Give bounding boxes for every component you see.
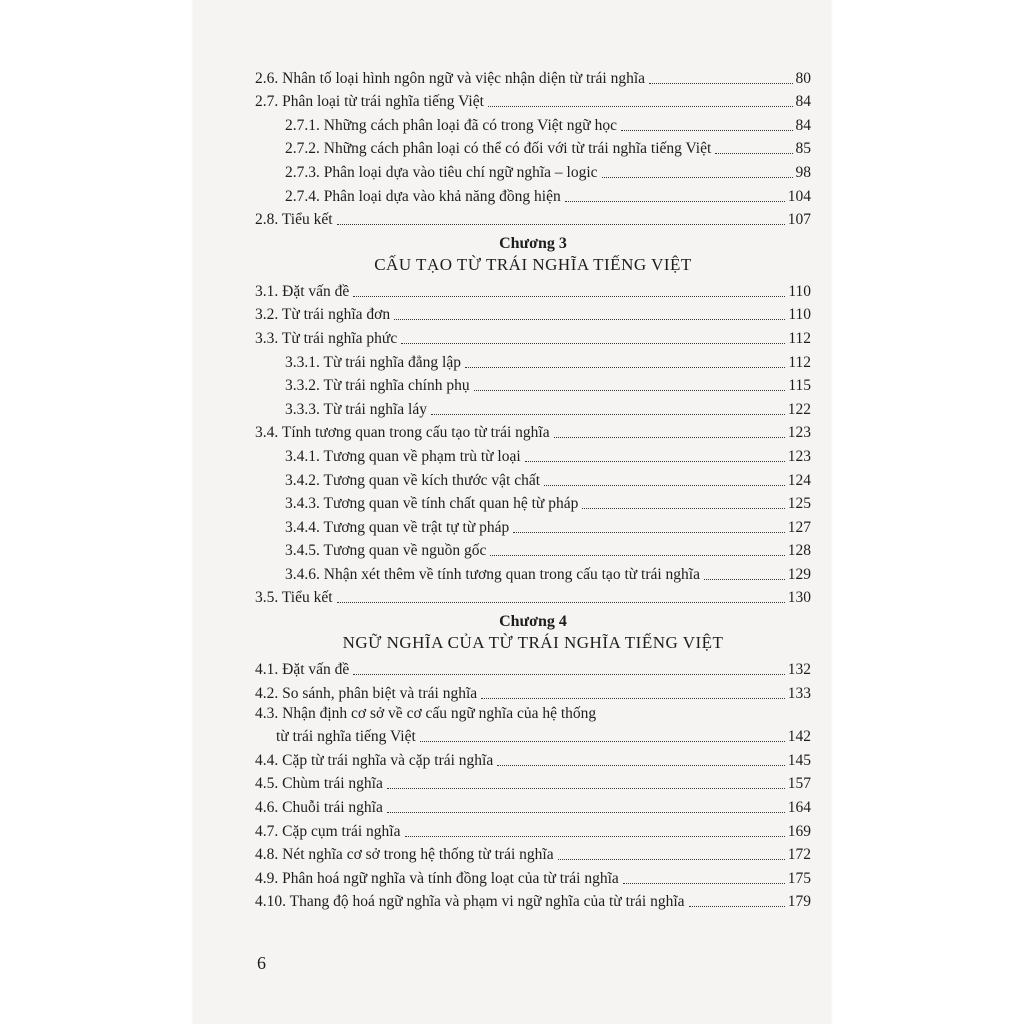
toc-entry-title: 3.4.2. Tương quan về kích thước vật chất xyxy=(285,471,541,489)
toc-dot-leader xyxy=(337,602,785,603)
toc-entry-title: 4.2. So sánh, phân biệt và trái nghĩa xyxy=(255,684,478,702)
toc-dot-leader xyxy=(353,296,785,297)
toc-entry xyxy=(255,864,811,888)
toc-entry xyxy=(255,490,811,514)
toc-dot-leader xyxy=(353,674,784,675)
toc-dot-leader xyxy=(431,414,785,415)
toc-entry xyxy=(255,560,811,584)
toc-entry-title: 4.4. Cặp từ trái nghĩa và cặp trái nghĩa xyxy=(255,751,494,769)
toc-dot-leader xyxy=(474,390,786,391)
toc-entry-page: 179 xyxy=(787,893,811,911)
toc-dot-leader xyxy=(525,461,785,462)
toc-entry-page: 123 xyxy=(787,447,811,465)
toc-entry xyxy=(255,584,811,608)
toc-entry xyxy=(255,723,811,747)
toc-dot-leader xyxy=(497,765,785,766)
toc-entry-page: 172 xyxy=(787,846,811,864)
toc-entry xyxy=(255,466,811,490)
toc-entry-page: 125 xyxy=(787,495,811,513)
toc-entry xyxy=(255,888,811,912)
toc-entry-page: 110 xyxy=(788,282,811,300)
toc-entry-page: 123 xyxy=(787,424,811,442)
toc-entry-page: 84 xyxy=(795,116,811,134)
toc-entry xyxy=(255,324,811,348)
toc-entry xyxy=(255,655,811,679)
toc-entry-page: 133 xyxy=(787,684,811,702)
toc-dot-leader xyxy=(602,177,793,178)
toc-entry xyxy=(255,372,811,396)
toc-entry xyxy=(255,301,811,325)
toc-entry-page: 122 xyxy=(787,400,811,418)
toc-entry-title: 2.7.3. Phân loại dựa vào tiêu chí ngữ nghĩa – logic xyxy=(285,163,598,181)
toc-entry xyxy=(255,158,811,182)
chapter-3-label: Chương 3 xyxy=(499,235,567,253)
toc-entry-page: 112 xyxy=(788,329,811,347)
toc-entry-page: 115 xyxy=(788,377,811,395)
toc-dot-leader xyxy=(405,836,785,837)
toc-entry-page: 104 xyxy=(787,187,811,205)
toc-dot-leader xyxy=(465,367,785,368)
toc-dot-leader xyxy=(621,130,793,131)
toc-entry-title: 2.6. Nhân tố loại hình ngôn ngữ và việc nhận diện từ trái nghĩa xyxy=(255,69,646,87)
toc-entry xyxy=(255,88,811,112)
toc-entry-page: 175 xyxy=(787,869,811,887)
toc-entry-page: 127 xyxy=(787,518,811,536)
toc-entry xyxy=(255,348,811,372)
toc-entry-page: 145 xyxy=(787,751,811,769)
toc-entry xyxy=(255,395,811,419)
toc-entry-title: 3.3.1. Từ trái nghĩa đẳng lập xyxy=(285,353,461,371)
toc-entry xyxy=(255,746,811,770)
toc-entry-title: 2.8. Tiểu kết xyxy=(255,211,333,229)
toc-dot-leader xyxy=(558,859,785,860)
toc-entry-page: 164 xyxy=(787,799,811,817)
toc-entry-title: 3.3.2. Từ trái nghĩa chính phụ xyxy=(285,377,470,395)
toc-section-chapter-3 xyxy=(255,277,811,607)
toc-dot-leader xyxy=(394,319,785,320)
toc-entry-title: 3.1. Đặt vấn đề xyxy=(255,282,350,300)
toc-entry xyxy=(255,206,811,230)
toc-entry-page: 80 xyxy=(795,69,811,87)
toc-dot-leader xyxy=(554,437,785,438)
toc-entry xyxy=(255,135,811,159)
toc-entry xyxy=(255,277,811,301)
chapter-3-title: CẤU TẠO TỪ TRÁI NGHĨA TIẾNG VIỆT xyxy=(374,255,692,275)
toc-entry-title: 2.7.1. Những cách phân loại đã có trong Việt ngữ học xyxy=(285,116,617,134)
toc-entry-page: 132 xyxy=(787,661,811,679)
toc-entry-page: 84 xyxy=(795,93,811,111)
toc-dot-leader xyxy=(565,201,785,202)
toc-entry-title: 3.2. Từ trái nghĩa đơn xyxy=(255,306,391,324)
toc-entry-title: 4.5. Chùm trái nghĩa xyxy=(255,775,383,793)
toc-entry-page: 110 xyxy=(788,306,811,324)
toc-dot-leader xyxy=(513,532,785,533)
toc-entry xyxy=(255,419,811,443)
toc-entry xyxy=(255,841,811,865)
toc-dot-leader xyxy=(420,741,785,742)
toc-entry-title: 2.7. Phân loại từ trái nghĩa tiếng Việt xyxy=(255,93,484,111)
toc-entry-title: 4.8. Nét nghĩa cơ sở trong hệ thống từ trái nghĩa xyxy=(255,846,554,864)
toc-entry-page: 107 xyxy=(787,211,811,229)
toc-entry-title: 4.7. Cặp cụm trái nghĩa xyxy=(255,822,401,840)
toc-entry-title: 3.3.3. Từ trái nghĩa láy xyxy=(285,400,427,418)
toc-entry xyxy=(255,703,811,723)
toc-entry xyxy=(255,817,811,841)
toc-dot-leader xyxy=(623,883,785,884)
toc-entry-page: 98 xyxy=(795,163,811,181)
toc-entry-page: 124 xyxy=(787,471,811,489)
chapter-4-title: NGỮ NGHĨA CỦA TỪ TRÁI NGHĨA TIẾNG VIỆT xyxy=(342,633,724,653)
toc-entry-title: 3.3. Từ trái nghĩa phức xyxy=(255,329,398,347)
toc-dot-leader xyxy=(401,343,785,344)
toc-entry-title: 4.6. Chuỗi trái nghĩa xyxy=(255,799,383,817)
toc-entry-page: 128 xyxy=(787,542,811,560)
page-number: 6 xyxy=(257,953,266,973)
toc-entry-page: 142 xyxy=(787,728,811,746)
toc-entry-title: 3.4.5. Tương quan về nguồn gốc xyxy=(285,542,487,560)
toc-entry-title: từ trái nghĩa tiếng Việt xyxy=(276,728,416,746)
toc-entry xyxy=(255,442,811,466)
chapter-4-label: Chương 4 xyxy=(499,613,567,631)
toc-dot-leader xyxy=(689,906,785,907)
toc-entry xyxy=(255,111,811,135)
toc-entry-title: 4.9. Phân hoá ngữ nghĩa và tính đồng loạt của từ trái nghĩa xyxy=(255,869,619,887)
toc-entry-page: 129 xyxy=(787,565,811,583)
toc-entry xyxy=(255,537,811,561)
toc-entry xyxy=(255,64,811,88)
toc-entry-page: 85 xyxy=(795,140,811,158)
toc-section-chapter-2-tail xyxy=(255,64,811,229)
toc-entry-title: 3.4. Tính tương quan trong cấu tạo từ trái nghĩa xyxy=(255,424,550,442)
toc-dot-leader xyxy=(649,83,792,84)
toc-dot-leader xyxy=(704,579,785,580)
table-of-contents xyxy=(255,64,811,911)
toc-entry-title: 4.3. Nhận định cơ sở về cơ cấu ngữ nghĩa của hệ thống xyxy=(255,704,597,722)
toc-entry-title: 4.10. Thang độ hoá ngữ nghĩa và phạm vi ngữ nghĩa của từ trái nghĩa xyxy=(255,893,685,911)
toc-entry xyxy=(255,679,811,703)
toc-entry-page: 130 xyxy=(787,589,811,607)
toc-entry-title: 4.1. Đặt vấn đề xyxy=(255,661,350,679)
toc-entry-title: 3.4.3. Tương quan về tính chất quan hệ từ pháp xyxy=(285,495,579,513)
toc-section-chapter-4 xyxy=(255,655,811,911)
toc-entry-page: 169 xyxy=(787,822,811,840)
toc-dot-leader xyxy=(488,106,793,107)
toc-entry-title: 3.4.1. Tương quan về phạm trù từ loại xyxy=(285,447,521,465)
toc-entry-title: 2.7.2. Những cách phân loại có thể có đối với từ trái nghĩa tiếng Việt xyxy=(285,140,712,158)
toc-dot-leader xyxy=(544,485,785,486)
toc-entry-title: 3.4.4. Tương quan về trật tự từ pháp xyxy=(285,518,510,536)
toc-entry xyxy=(255,513,811,537)
toc-dot-leader xyxy=(715,153,792,154)
toc-entry-title: 3.4.6. Nhận xét thêm về tính tương quan trong cấu tạo từ trái nghĩa xyxy=(285,565,700,583)
toc-dot-leader xyxy=(337,224,785,225)
toc-entry xyxy=(255,182,811,206)
toc-entry xyxy=(255,793,811,817)
toc-dot-leader xyxy=(387,812,785,813)
toc-dot-leader xyxy=(582,508,784,509)
toc-entry-page: 112 xyxy=(788,353,811,371)
toc-dot-leader xyxy=(490,555,784,556)
toc-entry xyxy=(255,770,811,794)
toc-entry-title: 2.7.4. Phân loại dựa vào khả năng đồng hiện xyxy=(285,187,561,205)
toc-entry-page: 157 xyxy=(787,775,811,793)
toc-dot-leader xyxy=(387,788,785,789)
toc-entry-title: 3.5. Tiểu kết xyxy=(255,589,333,607)
toc-dot-leader xyxy=(481,698,785,699)
